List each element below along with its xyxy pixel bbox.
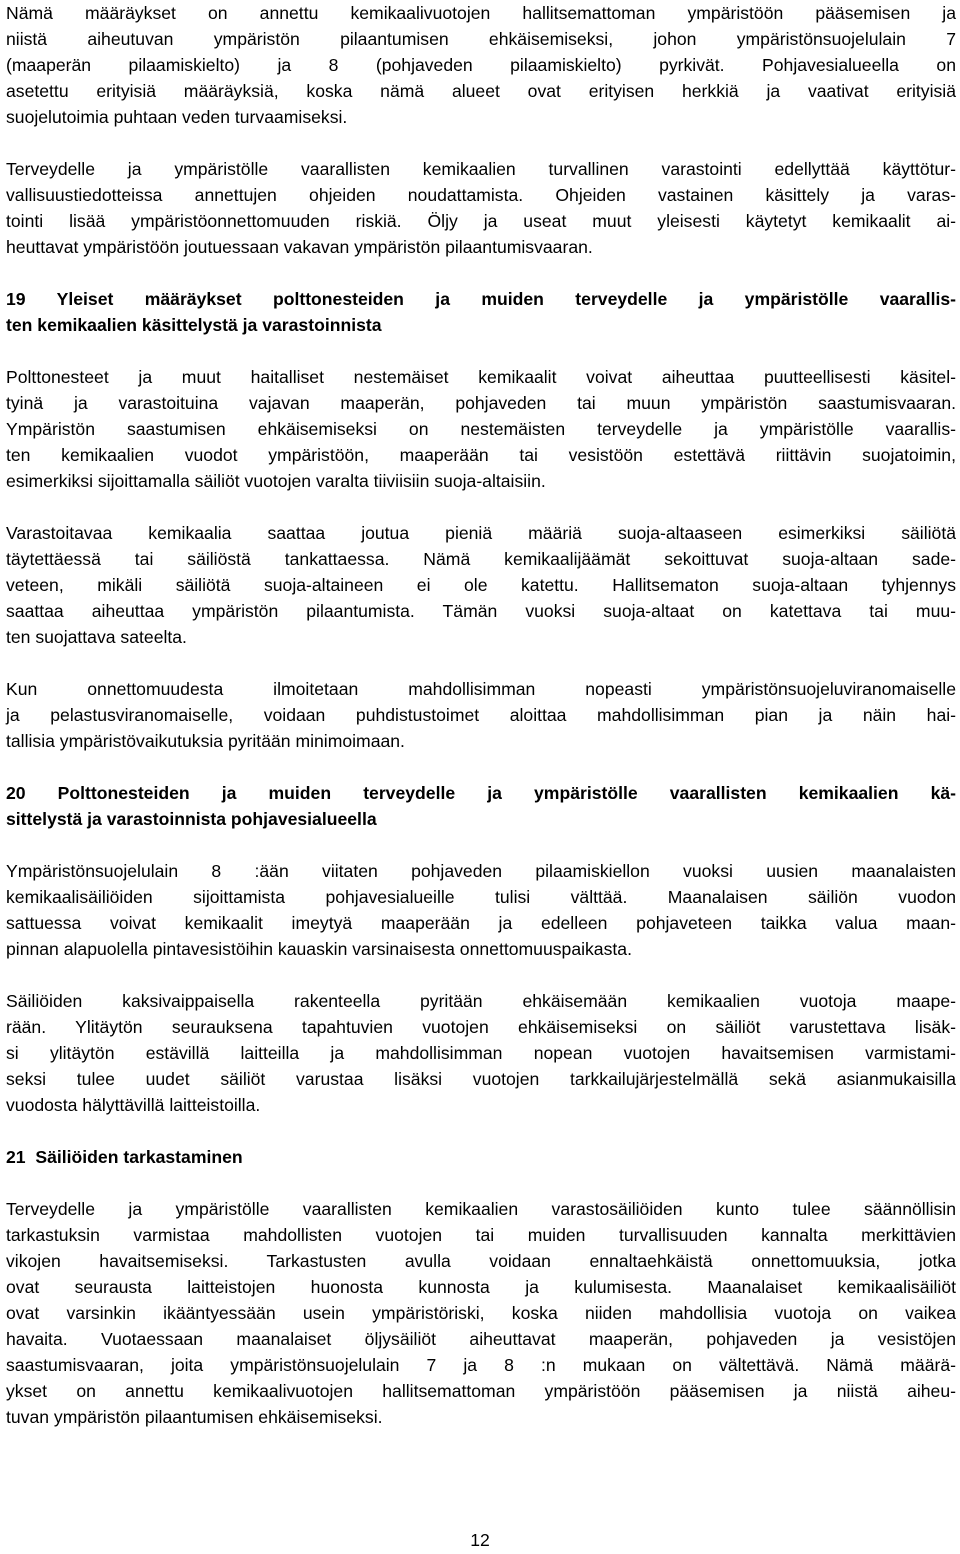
text-line: täytettäessä tai säiliöstä tankattaessa. Nämä kemikaalijäämät sekoittuvat suoja-altaan sade- [6, 549, 956, 569]
text-line: tointi lisää ympäristöonnettomuuden riskiä. Öljy ja useat muut yleisesti käytetyt kemikaalit ai- [6, 211, 956, 231]
text-line: si ylitäytön estävillä laitteilla ja mahdollisimman nopean vuotojen havaitsemisen varmistami- [6, 1043, 956, 1063]
text-line: Kun onnettomuudesta ilmoitetaan mahdollisimman nopeasti ympäristönsuojeluviranomaiselle [6, 679, 956, 699]
paragraph [6, 0, 956, 130]
text-line: ovat seurausta laitteistojen huonosta kunnosta ja kulumisesta. Maanalaiset kemikaalisäiliöt [6, 1277, 956, 1297]
text-line: vuodosta hälyttävillä laitteistoilla. [6, 1095, 261, 1115]
text-line: sattuessa voivat kemikaalit imeytyä maaperään ja edelleen pohjaveteen taikka valua maan- [6, 913, 956, 933]
text-line: ykset on annettu kemikaalivuotojen hallitsemattoman ympäristöön pääsemisen ja niistä aiheu- [6, 1381, 956, 1401]
paragraph [6, 1196, 956, 1430]
text-line: ja pelastusviranomaiselle, voidaan puhdistustoimet aloittaa mahdollisimman pian ja näin hai- [6, 705, 956, 725]
text-line: havaita. Vuotaessaan maanalaiset öljysäiliöt aiheuttavat maaperän, pohjaveden ja vesistöjen [6, 1329, 956, 1349]
section-heading-20 [6, 780, 956, 832]
text-line: ten suojattava sateelta. [6, 627, 187, 647]
text-line: Ympäristönsuojelulain 8 :ään viitaten pohjaveden pilaamiskiellon vuoksi uusien maanalaisten [6, 861, 956, 881]
paragraph [6, 676, 956, 754]
text-line: seksi tulee uudet säiliöt varustaa lisäksi vuotojen tarkkailujärjestelmällä sekä asianmukaisilla [6, 1069, 956, 1089]
document-page [6, 0, 956, 1456]
text-line: Säiliöiden kaksivaippaisella rakenteella pyritään ehkäisemään kemikaalien vuotoja maape- [6, 991, 956, 1011]
text-line: tuvan ympäristön pilaantumisen ehkäisemiseksi. [6, 1407, 383, 1427]
text-line: tyinä ja varastoituina vajavan maaperän, pohjaveden tai muun ympäristön saastumisvaaran. [6, 393, 956, 413]
text-line: niistä aiheutuvan ympäristön pilaantumisen ehkäisemiseksi, johon ympäristönsuojelulain 7 [6, 29, 956, 49]
text-line: suojelutoimia puhtaan veden turvaamiseksi. [6, 107, 348, 127]
text-line: saastumisvaaran, joita ympäristönsuojelulain 7 ja 8 :n mukaan on vältettävä. Nämä määrä- [6, 1355, 956, 1375]
text-line: tarkastuksin varmistaa mahdollisten vuotojen tai muiden turvallisuuden kannalta merkittävien [6, 1225, 956, 1245]
text-line: vallisuustiedotteissa annettujen ohjeiden noudattamista. Ohjeiden vastainen käsittely ja varas- [6, 185, 956, 205]
heading-line: 21 Säiliöiden tarkastaminen [6, 1147, 243, 1167]
text-line: kemikaalisäiliöiden sijoittamista pohjavesialueille tulisi välttää. Maanalaisen säiliön vuodon [6, 887, 956, 907]
text-line: ovat varsinkin ikääntyessään usein ympäristöriski, koska niiden mahdollisia vuotoja on vaikea [6, 1303, 956, 1323]
paragraph [6, 156, 956, 260]
text-line: (maaperän pilaamiskielto) ja 8 (pohjaveden pilaamiskielto) pyrkivät. Pohjavesialueella on [6, 55, 956, 75]
text-line: vikojen havaitsemiseksi. Tarkastusten avulla voidaan ennaltaehkäistä onnettomuuksia, jotka [6, 1251, 956, 1271]
text-line: asetettu erityisiä määräyksiä, koska nämä alueet ovat erityisen herkkiä ja vaativat erityisiä [6, 81, 956, 101]
heading-line: sittelystä ja varastoinnista pohjavesialueella [6, 809, 377, 829]
text-line: Polttonesteet ja muut haitalliset nestemäiset kemikaalit voivat aiheuttaa puutteellisesti käsitel- [6, 367, 956, 387]
text-line: veteen, mikäli säiliötä suoja-altaineen ei ole katettu. Hallitsematon suoja-altaan tyhjennys [6, 575, 956, 595]
paragraph [6, 858, 956, 962]
text-line: Terveydelle ja ympäristölle vaarallisten kemikaalien varastosäiliöiden kunto tulee säännöllisin [6, 1199, 956, 1219]
heading-line: 20 Polttonesteiden ja muiden terveydelle ja ympäristölle vaarallisten kemikaalien kä- [6, 783, 956, 803]
paragraph [6, 988, 956, 1118]
heading-line: 19 Yleiset määräykset polttonesteiden ja muiden terveydelle ja ympäristölle vaarallis- [6, 289, 956, 309]
text-line: Ympäristön saastumisen ehkäisemiseksi on nestemäisten terveydelle ja ympäristölle vaarallis- [6, 419, 956, 439]
page-number: 12 [470, 1530, 490, 1550]
text-line: ten kemikaalien vuodot ympäristöön, maaperään tai vesistöön estettävä riittävin suojatoimin, [6, 445, 956, 465]
paragraph [6, 364, 956, 494]
text-line: heuttavat ympäristöön joutuessaan vakavan ympäristön pilaantumisvaaran. [6, 237, 593, 257]
text-line: rään. Ylitäytön seurauksena tapahtuvien vuotojen ehkäisemiseksi on säiliöt varustettava lisäk- [6, 1017, 956, 1037]
text-line: Terveydelle ja ympäristölle vaarallisten kemikaalien turvallinen varastointi edellyttää käyttötur- [6, 159, 956, 179]
text-line: Nämä määräykset on annettu kemikaalivuotojen hallitsemattoman ympäristöön pääsemisen ja [6, 3, 956, 23]
heading-line: ten kemikaalien käsittelystä ja varastoinnista [6, 315, 382, 335]
text-line: pinnan alapuolella pintavesistöihin kauaskin varsinaisesta onnettomuuspaikasta. [6, 939, 632, 959]
text-line: tallisia ympäristövaikutuksia pyritään minimoimaan. [6, 731, 405, 751]
text-line: saattaa aiheuttaa ympäristön pilaantumista. Tämän vuoksi suoja-altaat on katettava tai muu- [6, 601, 956, 621]
section-heading-19 [6, 286, 956, 338]
paragraph [6, 520, 956, 650]
text-line: Varastoitavaa kemikaalia saattaa joutua pieniä määriä suoja-altaaseen esimerkiksi säiliötä [6, 523, 956, 543]
text-line: esimerkiksi sijoittamalla säiliöt vuotojen varalta tiiviisiin suoja-altaisiin. [6, 471, 546, 491]
section-heading-21 [6, 1144, 956, 1170]
